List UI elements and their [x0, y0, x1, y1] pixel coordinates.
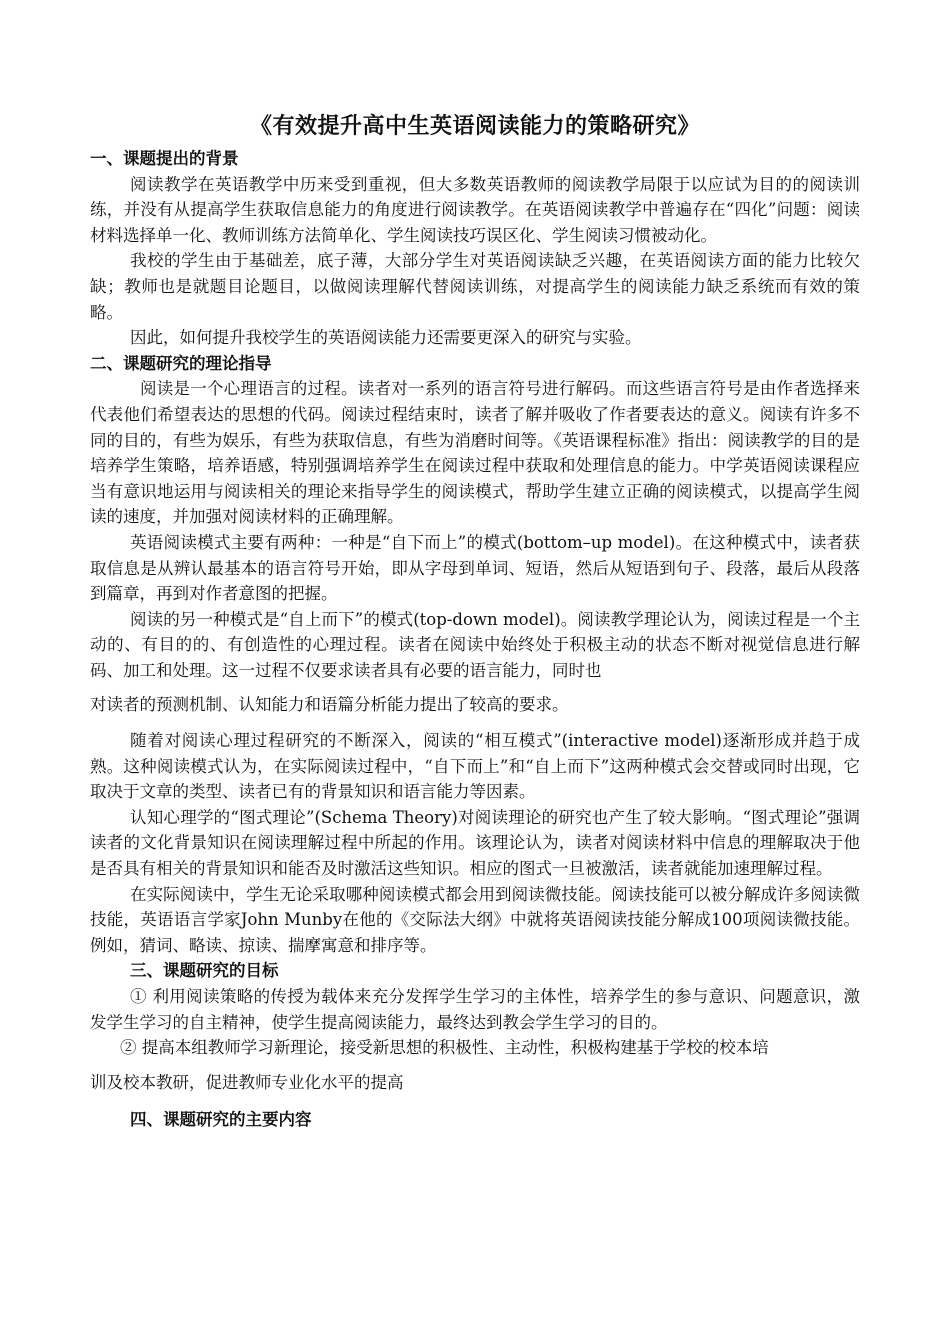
section-heading-background: 一、课题提出的背景 [90, 149, 239, 168]
paragraph-continuation: 对读者的预测机制、认知能力和语篇分析能力提出了较高的要求。 [90, 695, 569, 715]
document-body [90, 112, 860, 1133]
paragraph: 阅读是一个心理语言的过程。读者对一系列的语言符号进行解码。而这些语言符号是由作者选择来代表他们希望表达的思想的代码。阅读过程结束时，读者了解并吸收了作者要表达的意义。阅读有许多不同的目的，有些为娱乐，有些为获取信息，有些为消磨时间等。《英语课程标准》指出：阅读教学的目的是培养学生策略，培养语感，特别强调培养学生在阅读过程中获取和处理信息的能力。中学英语阅读课程应当有意识地运用与阅读相关的理论来指导学生的阅读模式，帮助学生建立正确的阅读模式，以提高学生阅读的速度，并加强对阅读材料的正确理解。 [90, 379, 860, 527]
paragraph: 在实际阅读中，学生无论采取哪种阅读模式都会用到阅读微技能。阅读技能可以被分解成许多阅读微技能，英语语言学家John Munby在他的《交际法大纲》中就将英语阅读技能分解成100项阅读微技能。例如，猜词、略读、掠读、揣摩寓意和排序等。 [90, 884, 860, 955]
paragraph: 阅读的另一种模式是“自上而下”的模式(top-down model)。阅读教学理论认为，阅读过程是一个主动的、有目的的、有创造性的心理过程。读者在阅读中始终处于积极主动的状态不断对视觉信息进行解码、加工和处理。这一过程不仅要求读者具有必要的语言能力，同时也 [90, 609, 860, 680]
paragraph: 因此，如何提升我校学生的英语阅读能力还需要更深入的研究与实验。 [130, 328, 642, 348]
paragraph: 我校的学生由于基础差，底子薄，大部分学生对英语阅读缺乏兴趣，在英语阅读方面的能力比较欠缺；教师也是就题目论题目，以做阅读理解代替阅读训练，对提高学生的阅读能力缺乏系统而有效的策略。 [90, 251, 860, 322]
section-heading-goals: 三、课题研究的目标 [130, 961, 279, 981]
section-heading-content: 四、课题研究的主要内容 [130, 1110, 312, 1130]
paragraph: 认知心理学的“图式理论”(Schema Theory)对阅读理论的研究也产生了较大影响。“图式理论”强调读者的文化背景知识在阅读理解过程中所起的作用。该理论认为，读者对阅读材料中信息的理解取决于他是否具有相关的背景知识和能否及时激活这些知识。相应的图式一旦被激活，读者就能加速理解过程。 [90, 807, 860, 879]
paragraph-continuation: 训及校本教研，促进教师专业化水平的提高 [90, 1072, 404, 1092]
paragraph-goal-2: ② 提高本组教师学习新理论，接受新思想的积极性、主动性，积极构建基于学校的校本培 [120, 1038, 769, 1058]
paragraph: 随着对阅读心理过程研究的不断深入，阅读的“相互模式”(interactive model)逐渐形成并趋于成熟。这种阅读模式认为，在实际阅读过程中，“自下而上”和“自上而下”这两种模式会交替或同时出现，它取决于文章的类型、读者已有的背景知识和语言能力等因素。 [90, 731, 860, 802]
paragraph-goal-1: ① 利用阅读策略的传授为载体来充分发挥学生学习的主体性，培养学生的参与意识、问题意识，激发学生学习的自主精神，使学生提高阅读能力，最终达到教会学生学习的目的。 [90, 987, 860, 1032]
section-heading-theory: 二、课题研究的理论指导 [90, 353, 272, 373]
document-title: 《有效提升高中生英语阅读能力的策略研究》 [249, 114, 700, 139]
paragraph: 英语阅读模式主要有两种：一种是“自下而上”的模式(bottom–up model)。在这种模式中，读者获取信息是从辨认最基本的语言符号开始，即从字母到单词、短语，然后从短语到句子、段落，最后从段落到篇章，再到对作者意图的把握。 [90, 532, 860, 604]
paragraph: 阅读教学在英语教学中历来受到重视，但大多数英语教师的阅读教学局限于以应试为目的的阅读训练，并没有从提高学生获取信息能力的角度进行阅读教学。在英语阅读教学中普遍存在“四化”问题：阅读材料选择单一化、教师训练方法简单化、学生阅读技巧误区化、学生阅读习惯被动化。 [90, 174, 860, 245]
